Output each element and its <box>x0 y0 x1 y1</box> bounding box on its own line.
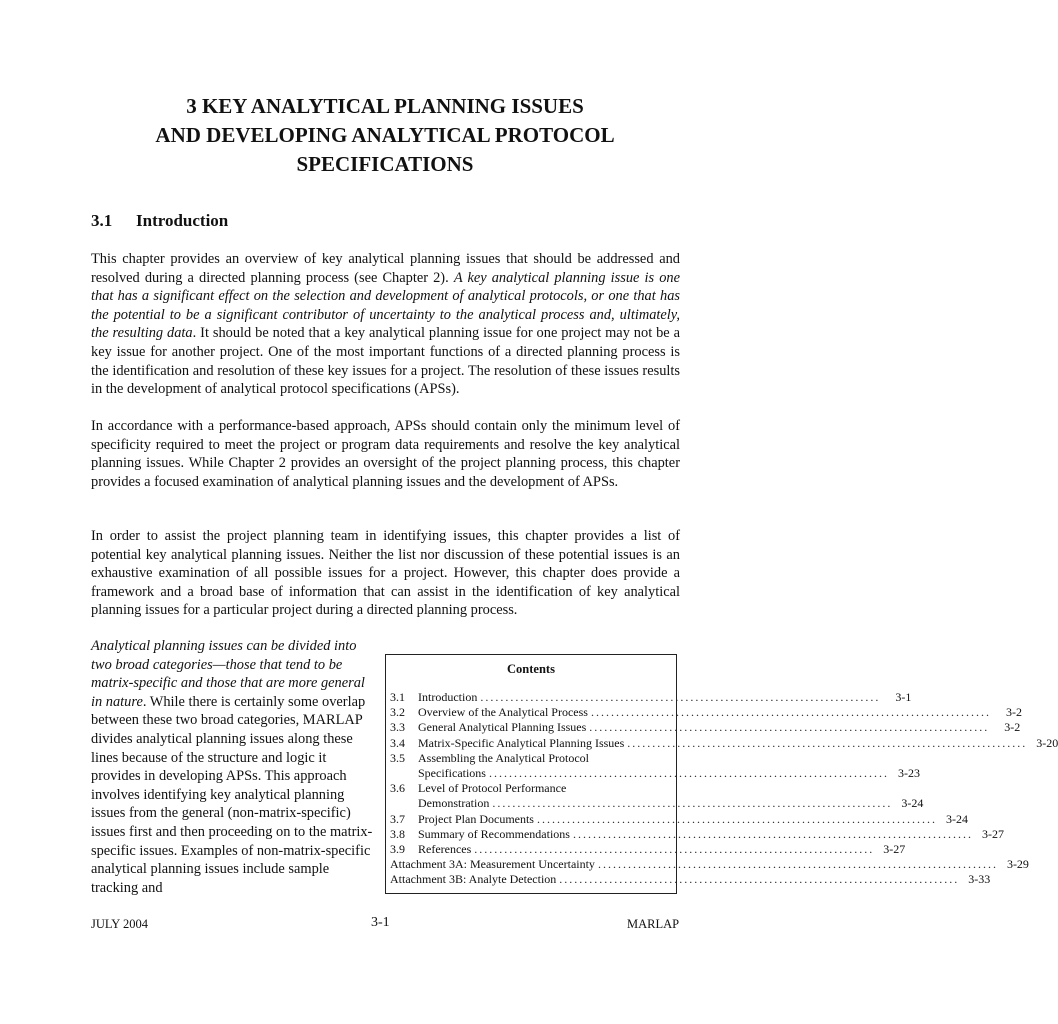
contents-entry-page: 3-27 <box>981 826 1004 841</box>
contents-entry <box>390 841 906 857</box>
contents-entry-leader: ................................................................................ <box>536 811 937 826</box>
section-heading <box>91 211 228 231</box>
paragraph-1-text-b: . It should be noted that a key analytical planning issue for one project may not be a key issue for another project. One of the most important functions of a directed planning process is the identification and resolution of these key issues for a project. The resolution of these issues results in the development of analytical protocol specifications (APSs). <box>91 325 680 398</box>
contents-entry-page: 3-24 <box>945 811 968 826</box>
contents-entry-page: 3-29 <box>1006 857 1029 872</box>
contents-entry-number: 3.3 <box>390 720 405 735</box>
contents-entry <box>390 872 991 887</box>
contents-entry-label: References <box>418 841 472 856</box>
chapter-title-line-2: AND DEVELOPING ANALYTICAL PROTOCOL <box>155 123 615 147</box>
chapter-title <box>60 92 710 179</box>
contents-entry-label: Demonstration <box>418 796 490 811</box>
paragraph-3: In order to assist the project planning team in identifying issues, this chapter provides a list of potential key analytical planning issues. Neither the list nor discussion of these potential issues is an exhaustive examination of all possible issues for a project. However, this chapter does provide a framework and a broad base of information that can assist in the identification of key analytical planning issues for a particular project during a directed planning process. <box>91 528 680 619</box>
contents-entry <box>390 735 1058 751</box>
contents-entry-leader: ................................................................................ <box>589 720 990 735</box>
contents-entry-leader: ................................................................................ <box>488 765 889 780</box>
contents-entry-label: Project Plan Documents <box>418 811 534 826</box>
contents-entry <box>390 751 670 766</box>
contents-entry-page: 3-1 <box>895 690 912 704</box>
contents-entry-page: 3-24 <box>901 796 924 811</box>
section-title: Introduction <box>136 211 229 230</box>
contents-entry <box>390 705 1022 720</box>
section-number: 3.1 <box>91 211 113 230</box>
contents-entry-number: 3.9 <box>390 841 405 856</box>
paragraph-1-text-a: This chapter provides an overview of key analytical planning issues that should be addressed and resolved during a directed planning process (see Chapter 2). <box>91 251 680 286</box>
contents-entry-leader: ................................................................................ <box>627 735 1028 750</box>
contents-entry-label: Level of Protocol Performance <box>418 781 567 796</box>
paragraph-2: In accordance with a performance-based approach, APSs should contain only the minimum level of specificity required to meet the project or program data requirements and resolve the key analytical planning issues. While Chapter 2 provides an oversight of the project planning process, this chapter provides a focused examination of analytical planning issues and the development of APSs. <box>91 418 680 490</box>
contents-entry-label: General Analytical Planning Issues <box>418 720 587 735</box>
contents-entry-number: 3.8 <box>390 826 405 841</box>
contents-box <box>385 654 1058 894</box>
paragraph-4-text: . While there is certainly some overlap between these two broad categories, MARLAP divides analytical planning issues along these lines because of the structure and logic it provides in developing APSs. This approach involves identifying key analytical planning issues from the general (non-matrix-specific) issues first and then proceeding on to the matrix-specific issues. Examples of non-matrix-specific analytical planning issues include sample tracking and <box>91 693 373 896</box>
contents-entry-page: 3-27 <box>883 841 906 856</box>
contents-heading: Contents <box>507 662 555 676</box>
paragraph-4 <box>91 637 378 897</box>
contents-entry-label: Attachment 3A: Measurement Uncertainty <box>390 857 595 872</box>
chapter-title-line-1: 3 KEY ANALYTICAL PLANNING ISSUES <box>186 94 584 118</box>
contents-entry-number: 3.6 <box>390 781 405 796</box>
footer-publisher: MARLAP <box>627 917 680 931</box>
contents-entry-leader: ................................................................................ <box>559 872 960 887</box>
contents-entry-label: Matrix-Specific Analytical Planning Issues <box>418 735 625 750</box>
contents-entry-leader: ................................................................................ <box>474 841 875 856</box>
footer-date: JULY 2004 <box>91 917 148 931</box>
contents-entry <box>390 781 670 796</box>
contents-entry <box>390 811 968 827</box>
contents-entry-page: 3-33 <box>968 872 991 887</box>
paragraph-4-italic: Analytical planning issues can be divided into two broad categories—those that tend to be matrix-specific and those that are more general in nature <box>91 638 365 710</box>
contents-entry-leader: ................................................................................ <box>480 690 881 704</box>
contents-entry <box>390 720 1021 735</box>
footer-page-number: 3-1 <box>371 915 390 930</box>
contents-entry-number: 3.4 <box>390 735 405 750</box>
contents-entry-label: Attachment 3B: Analyte Detection <box>390 872 557 887</box>
contents-entry <box>390 765 920 781</box>
contents-entry-label: Overview of the Analytical Process <box>418 705 588 720</box>
contents-entry-leader: ................................................................................ <box>590 705 991 720</box>
contents-entry-page: 3-2 <box>1005 705 1022 720</box>
paragraph-1 <box>91 250 680 399</box>
contents-entry-page: 3-23 <box>897 765 920 780</box>
contents-entry-label: Summary of Recommendations <box>418 826 570 841</box>
contents-entry <box>390 826 1004 842</box>
contents-entry-leader: ................................................................................ <box>572 826 973 841</box>
contents-entry-number: 3.2 <box>390 705 405 720</box>
contents-entry-label: Specifications <box>418 765 486 780</box>
contents-entry-leader: ................................................................................ <box>597 857 998 872</box>
contents-list <box>390 690 1058 887</box>
contents-entry-leader: ................................................................................ <box>492 796 893 811</box>
contents-entry-label: Assembling the Analytical Protocol <box>418 750 589 765</box>
contents-entry-number: 3.5 <box>390 750 405 765</box>
contents-entry <box>390 796 924 811</box>
paragraph-1-italic: A key analytical planning issue is one that has a significant effect on the selection and development of analytical protocols, or one that has the potential to be a significant contributor of uncertainty to the analytical process and, ultimately, the resulting data <box>91 269 680 342</box>
contents-entry-page: 3-20 <box>1036 735 1058 750</box>
contents-entry-number: 3.7 <box>390 811 405 826</box>
contents-entry-label: Introduction <box>418 690 478 704</box>
contents-entry-number: 3.1 <box>390 690 405 704</box>
contents-entry-page: 3-2 <box>1004 720 1021 735</box>
chapter-title-line-3: SPECIFICATIONS <box>296 152 474 176</box>
contents-entry <box>390 857 1029 872</box>
contents-entry <box>390 690 912 705</box>
